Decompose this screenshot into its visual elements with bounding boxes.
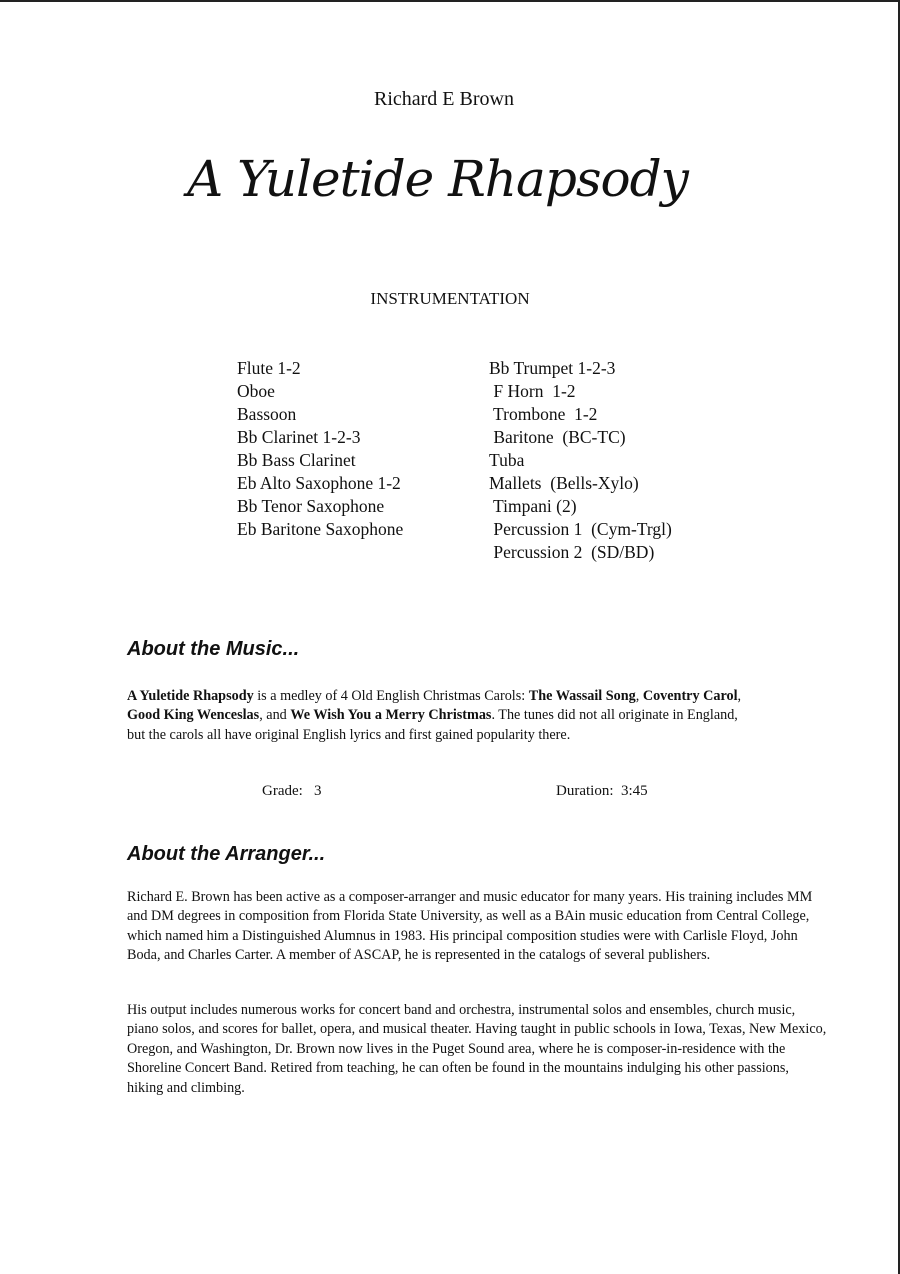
instrument-item: Flute 1-2 (237, 358, 301, 378)
instrument-item: Mallets (Bells-Xylo) (489, 473, 639, 493)
page-border-top (0, 0, 900, 2)
instrument-item: Percussion 1 (Cym-Trgl) (489, 519, 672, 539)
bold-carol: The Wassail Song (528, 688, 636, 704)
instrument-item: Percussion 2 (SD/BD) (489, 542, 655, 562)
instrument-item: F Horn 1-2 (489, 381, 576, 401)
text-run: , (635, 688, 643, 704)
arranger-paragraph-1: Richard E. Brown has been active as a composer-arranger and music educator for many years. His training includes MM and DM degrees in composition from Florida State University, as well as a BAin music education from Central College, which named him a Distinguished Alumnus in 1983. His principal composition studies were with Carlisle Floyd, John Boda, and Charles Carter. A member of ASCAP, he is represented in the catalogs of several publishers. (127, 889, 813, 964)
bold-carol: We Wish You a Merry Christmas (290, 707, 492, 724)
about-music-paragraph (127, 687, 752, 745)
instrumentation-heading: INSTRUMENTATION (370, 289, 530, 308)
grade-label: Grade: 3 (262, 783, 322, 799)
arranger-paragraph-2: His output includes numerous works for concert band and orchestra, instrumental solos and ensembles, church music, piano solos, and scores for ballet, opera, and musical theater. Having taught in public schools in Iowa, Texas, New Mexico, Oregon, and Washington, Dr. Brown now lives in the Puget Sound area, where he is composer-in-residence with the Shoreline Concert Band. Retired from teaching, he can often be found in the mountains indulging his other passions, hiking and climbing. (127, 1002, 827, 1096)
composer-name: Richard E Brown (374, 88, 514, 110)
bold-carol: Good King Wenceslas (127, 707, 260, 724)
instrument-item: Eb Alto Saxophone 1-2 (237, 473, 401, 493)
instrument-item: Bb Trumpet 1-2-3 (489, 358, 616, 378)
instrument-list-right (489, 357, 672, 564)
piece-title: A Yuletide Rhapsody (187, 150, 688, 208)
instrument-item: Bb Tenor Saxophone (237, 496, 385, 516)
instrument-item: Timpani (2) (489, 496, 577, 516)
duration-label: Duration: 3:45 (556, 783, 648, 799)
text-run: is a medley of 4 Old English Christmas Carols: (253, 688, 529, 704)
instrument-item: Trombone 1-2 (489, 404, 598, 424)
bold-title: A Yuletide Rhapsody (127, 688, 254, 704)
instrument-item: Eb Baritone Saxophone (237, 519, 404, 539)
instrument-item: Bb Bass Clarinet (237, 450, 356, 470)
text-run: , (737, 688, 742, 704)
text-run: , and (259, 707, 291, 724)
about-arranger-heading: About the Arranger... (127, 843, 326, 865)
instrument-list-left (237, 357, 403, 541)
bold-carol: Coventry Carol (642, 688, 738, 704)
instrument-item: Tuba (489, 450, 525, 470)
text-run: . The tunes did not all originate in England, but the carols all have original English lyrics and first gained popularity there. (127, 707, 738, 743)
instrument-item: Bb Clarinet 1-2-3 (237, 427, 361, 447)
instrument-item: Baritone (BC-TC) (489, 427, 626, 447)
about-music-heading: About the Music... (127, 638, 300, 660)
instrument-item: Oboe (237, 381, 275, 401)
instrument-item: Bassoon (237, 404, 297, 424)
